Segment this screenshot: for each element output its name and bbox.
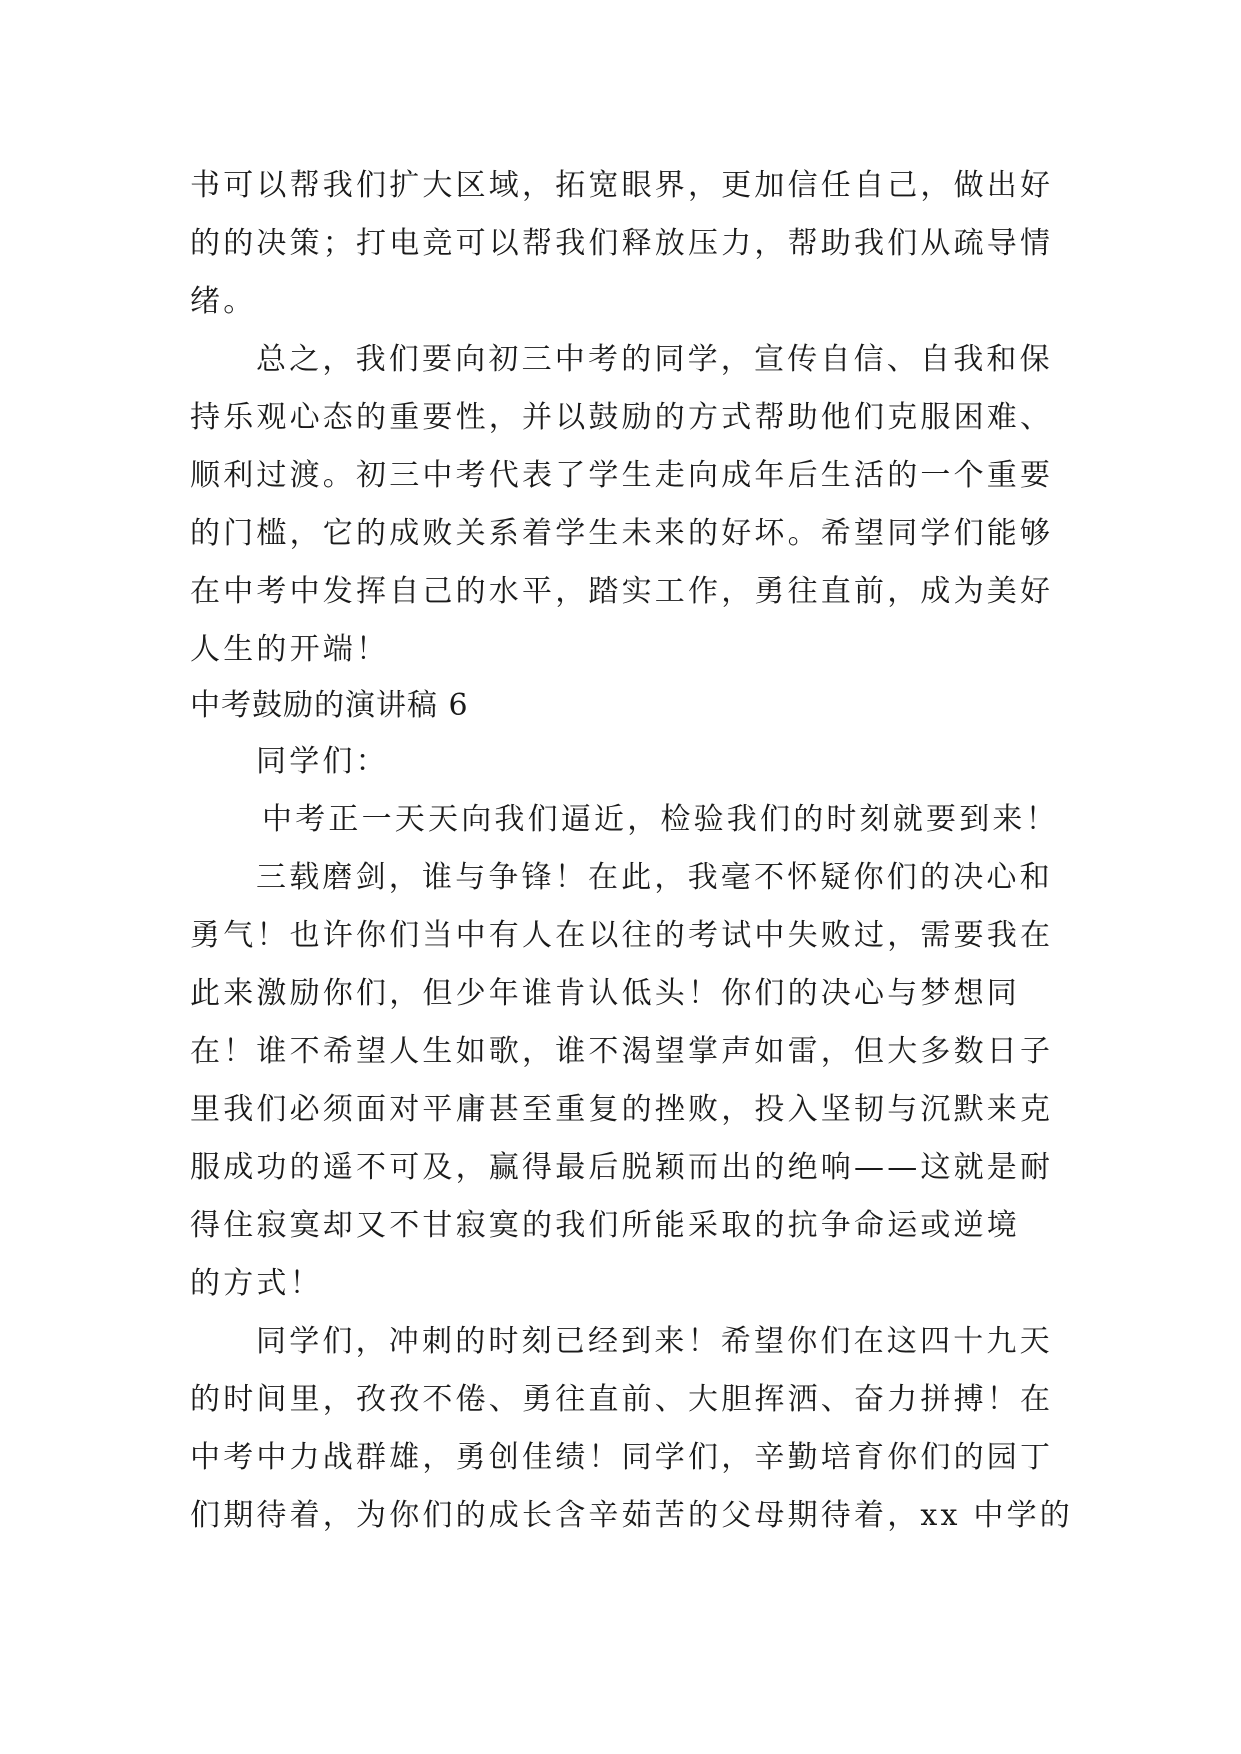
paragraph-start-line: 中考正一天天向我们逼近，检验我们的时刻就要到来！ xyxy=(262,802,1059,837)
text-line: 绪。 xyxy=(190,284,257,319)
text-line: 持乐观心态的重要性，并以鼓励的方式帮助他们克服困难、 xyxy=(190,400,1054,435)
text-line: 勇气！也许你们当中有人在以往的考试中失败过，需要我在 xyxy=(190,918,1054,953)
text-line: 人生的开端！ xyxy=(190,632,390,667)
salutation: 同学们： xyxy=(256,744,389,779)
text-line: 里我们必须面对平庸甚至重复的挫败，投入坚韧与沉默来克 xyxy=(190,1092,1054,1127)
text-line: 们期待着，为你们的成长含辛茹苦的父母期待着，xx 中学的 xyxy=(190,1498,1073,1533)
text-line: 的时间里，孜孜不倦、勇往直前、大胆挥洒、奋力拼搏！在 xyxy=(190,1382,1054,1417)
text-line: 顺利过渡。初三中考代表了学生走向成年后生活的一个重要 xyxy=(190,458,1054,493)
section-heading: 中考鼓励的演讲稿 6 xyxy=(190,688,469,723)
text-line: 此来激励你们，但少年谁肯认低头！你们的决心与梦想同 xyxy=(190,976,1020,1011)
text-line: 服成功的遥不可及，赢得最后脱颖而出的绝响——这就是耐 xyxy=(190,1150,1054,1185)
text-line: 得住寂寞却又不甘寂寞的我们所能采取的抗争命运或逆境 xyxy=(190,1208,1020,1243)
paragraph-start-line: 同学们，冲刺的时刻已经到来！希望你们在这四十九天 xyxy=(256,1324,1053,1359)
text-line: 书可以帮我们扩大区域，拓宽眼界，更加信任自己，做出好 xyxy=(190,168,1054,203)
text-line: 的方式！ xyxy=(190,1266,323,1301)
text-line: 的的决策；打电竞可以帮我们释放压力，帮助我们从疏导情 xyxy=(190,226,1054,261)
paragraph-start-line: 三载磨剑，谁与争锋！在此，我毫不怀疑你们的决心和 xyxy=(256,860,1053,895)
paragraph-start-line: 总之，我们要向初三中考的同学，宣传自信、自我和保 xyxy=(256,342,1053,377)
text-line: 在！谁不希望人生如歌，谁不渴望掌声如雷，但大多数日子 xyxy=(190,1034,1054,1069)
text-line: 中考中力战群雄，勇创佳绩！同学们，辛勤培育你们的园丁 xyxy=(190,1440,1054,1475)
text-line: 在中考中发挥自己的水平，踏实工作，勇往直前，成为美好 xyxy=(190,574,1054,609)
text-line: 的门槛，它的成败关系着学生未来的好坏。希望同学们能够 xyxy=(190,516,1054,551)
